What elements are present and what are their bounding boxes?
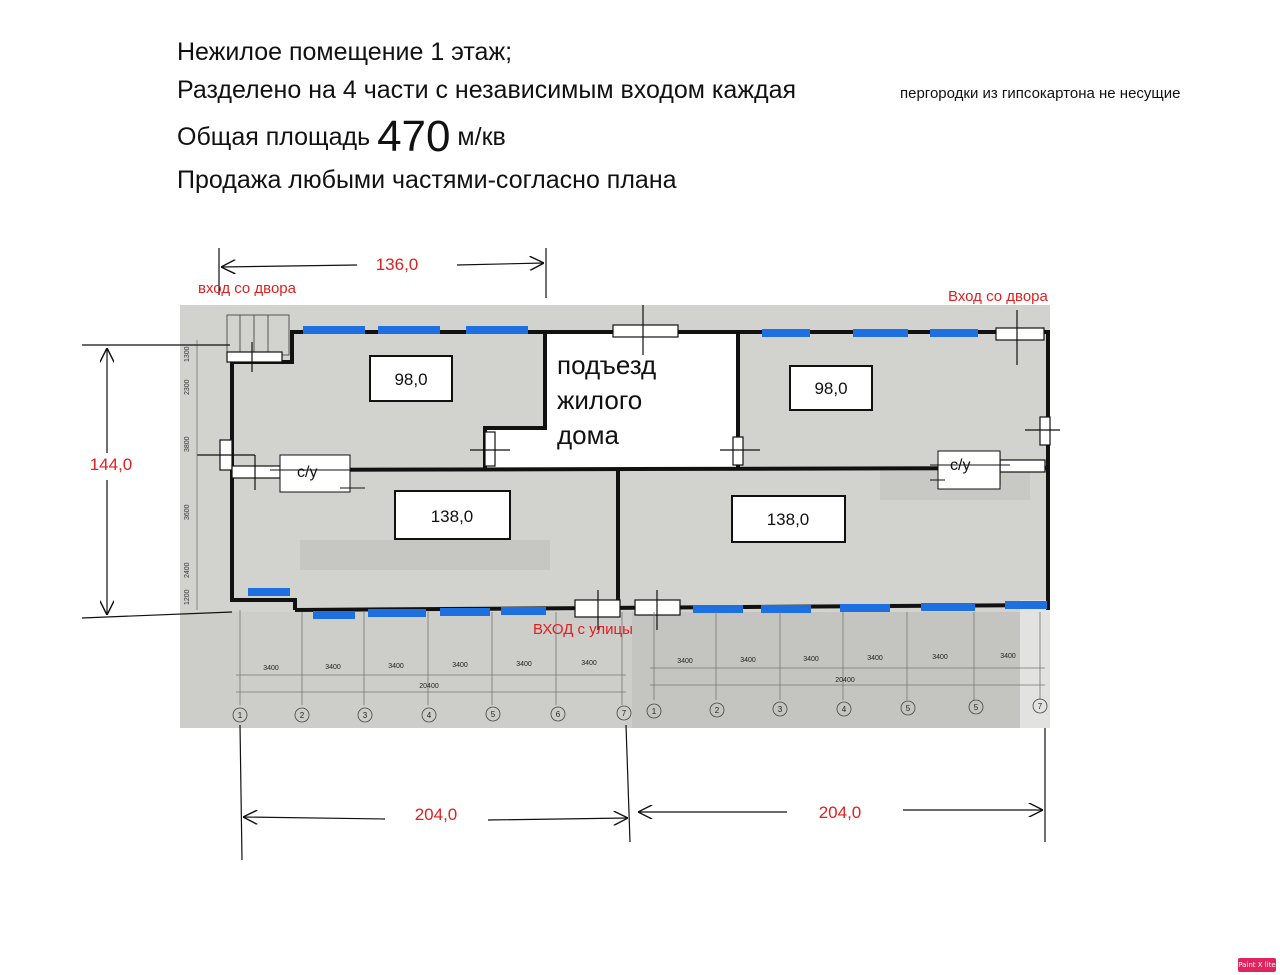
room-top-left-area: 98,0 [394,370,428,389]
span-label: 3400 [803,656,819,663]
span-label: 3400 [1000,653,1016,660]
axis-label: 2 [714,706,720,715]
entrance-street: ВХОД с улицы [533,621,633,638]
axis-label: 3 [362,711,368,720]
axis-label: 4 [426,711,432,720]
side-dim-2: 2300 [184,379,191,395]
span-label: 3400 [263,665,279,672]
wc-right-label: с/у [950,457,971,474]
axis-label: 4 [841,705,847,714]
room-top-right-area: 98,0 [814,379,848,398]
side-dim-5: 2400 [184,562,191,578]
dim-top: 136,0 [375,255,419,274]
header-line-2: Разделено на 4 части с независимым входом каждая [177,76,797,104]
axis-label: 3 [777,705,783,714]
axis-label: 1 [237,711,243,720]
dim-bottom-left: 204,0 [414,805,458,824]
span-label: 3400 [452,662,468,669]
dim-bottom-right: 204,0 [818,803,862,822]
side-dim-4: 3600 [184,504,191,520]
span-label: 3400 [867,655,883,662]
header-line-4: Продажа любыми частями-согласно плана [177,166,677,194]
axis-label: 5 [490,710,496,719]
stairwell-label-3: дома [557,420,619,450]
total-area-unit: м/кв [450,123,506,151]
span-label: 3400 [516,661,532,668]
room-bottom-right-area: 138,0 [766,510,810,529]
total-area-value: 470 [377,112,451,161]
span-label: 3400 [677,658,693,665]
axis-label: 2 [299,711,305,720]
total-span-label: 20400 [419,683,439,690]
span-label: 3400 [388,663,404,670]
axis-label: 7 [621,709,627,718]
axis-label: 1 [651,707,657,716]
axis-label: 5 [973,703,979,712]
header-note: пергородки из гипсокартона не несущие [900,85,1181,102]
stairwell-label-2: жилого [557,385,643,415]
dim-left: 144,0 [89,455,133,474]
axis-label: 6 [555,710,561,719]
span-label: 3400 [740,657,756,664]
room-bottom-left-area: 138,0 [430,507,474,526]
span-label: 3400 [581,660,597,667]
entrance-yard-left: вход со двора [198,280,296,297]
header-line-1: Нежилое помещение 1 этаж; [177,38,513,66]
total-area-prefix: Общая площадь [177,123,378,151]
stairwell-label-1: подъезд [557,350,657,380]
span-label: 3400 [325,664,341,671]
side-dim-1: 1300 [184,346,191,362]
entrance-yard-right: Вход со двора [948,288,1048,305]
side-dim-3: 3800 [184,436,191,452]
app-watermark-badge: Paint X lite [1238,958,1276,972]
span-label: 3400 [932,654,948,661]
wc-left-label: с/у [297,464,318,481]
total-span-label: 20400 [835,677,855,684]
axis-label: 7 [1037,702,1043,711]
axis-label: 5 [905,704,911,713]
side-dim-6: 1200 [184,589,191,605]
